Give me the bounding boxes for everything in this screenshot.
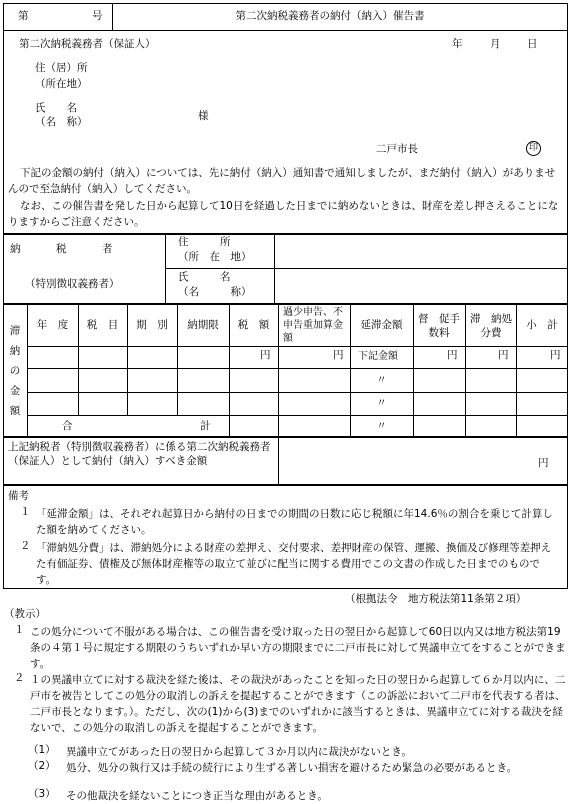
col-line	[413, 304, 414, 437]
remark-text: 「延滞金額」は、それぞれ起算日から納付の日までの期間の日数に応じ税額に年14.6％の割合を乗じて計算した額を納めてください。	[36, 508, 553, 536]
row-line	[27, 415, 568, 416]
subitem-text: 処分、処分の執行又は手続の続行により生ずる著しい損害を避けるため緊急の必要があるとき。	[66, 762, 518, 774]
col-header-tax-item: 税 目	[86, 319, 119, 331]
ditto-mark: 〃	[376, 374, 387, 386]
yen-unit: 円	[333, 349, 344, 361]
col-line	[278, 304, 279, 437]
name-sub-label: （名 称）	[35, 116, 88, 128]
taxpayer-divider-2	[274, 234, 275, 304]
remark-number: ２	[20, 540, 31, 552]
side-label-char: の	[9, 365, 21, 377]
row-line	[27, 346, 568, 347]
payable-yen: 円	[538, 457, 549, 469]
col-header-late-fee: 延滞金額	[360, 319, 403, 331]
remarks-title: 備考	[8, 490, 29, 502]
name-label: 氏 名	[35, 102, 77, 114]
yen-unit: 円	[260, 349, 271, 361]
row-line	[27, 368, 568, 369]
address-label: 住（居）所	[35, 62, 88, 74]
subitem-text: その他裁決を経ないことにつき正当な理由があるとき。	[66, 790, 328, 802]
ditto-mark: 〃	[376, 397, 387, 409]
total-label-left: 合	[62, 420, 73, 432]
col-header-subtotal: 小 計	[526, 319, 558, 331]
taxpayer-name-sub: （名 称）	[178, 286, 252, 298]
seal-mark: 印	[526, 141, 541, 156]
col-header-period: 期 別	[136, 319, 168, 331]
total-label-right: 計	[200, 420, 211, 432]
subitem-number: （2）	[28, 760, 56, 772]
remark-text: 「滞納処分費」は、滞納処分による財産の差押え、交付要求、差押財産の保管、運搬、換価及び修理等差押えた有価証券、債権及び無体財産権等の取立て並びに配当に関する費用でこの文書の作成した日までのものです。	[36, 542, 552, 586]
notice-paragraph-1: 下記の金額の納付（納入）については、先に納付（納入）通知書で通知しましたが、まだ納付（納入）がありませんので至急納付（納入）してください。	[8, 167, 556, 195]
taxpayer-name-label: 氏 名	[178, 271, 231, 283]
instruction-number: ２	[14, 672, 25, 684]
location-label: （所在地）	[35, 78, 88, 90]
side-label-char: 滞	[9, 325, 21, 337]
col-header-tax-amount: 税 額	[237, 319, 270, 331]
side-label-char: 額	[9, 405, 21, 417]
col-header-deadline: 納期限	[187, 319, 219, 331]
issuer: 二戸市長	[376, 143, 418, 155]
payable-label: 上記納税者（特別徴収義務者）に係る第二次納税義務者（保証人）として納付（納入）すべき金額	[8, 441, 271, 467]
instruction-text: この処分について不服がある場合は、この催告書を受け取った日の翌日から起算して60日以内又は地方税法第19条の４第１号に規定する期限のうちいずれか早い方の期限までに二戸市長に対して異議申立てをすることができます。	[30, 626, 566, 670]
instruction-number: １	[14, 624, 25, 636]
subitem-number: （1）	[28, 744, 56, 756]
col-header-disposition-fee: 滞 納処分費	[470, 313, 512, 339]
side-label-char: 納	[9, 345, 21, 357]
col-header-year: 年 度	[36, 319, 69, 331]
taxpayer-label: 納 税 者	[10, 243, 114, 255]
instructions-title: （教示）	[4, 608, 46, 620]
instruction-text: １の異議申立てに対する裁決を経た後は、その裁決があったことを知った日の翌日から起算して６か月以内に、二戸市を被告としてこの処分の取消しの訴えを提起することができます（この訴訟において二戸市を代表する者は、二戸市長となります。）。ただし、次の(1)から(3)までのいずれかに該当するときは、異議申立てに対する裁決を経ないで、この処分の取消しの訴えを提起することができます。	[30, 674, 566, 734]
yen-unit: 円	[447, 349, 458, 361]
side-label-char: 金	[9, 385, 21, 397]
taxpayer-address-label: 住 所	[178, 236, 231, 248]
honorific: 様	[198, 110, 209, 122]
doc-number-suffix: 号	[92, 10, 103, 22]
taxpayer-address-sub: （所 在 地）	[178, 251, 252, 263]
taxpayer-sub-label: （特別徴収義務者）	[25, 278, 120, 290]
taxpayer-row-divider	[165, 268, 568, 269]
doc-number-prefix: 第	[18, 10, 29, 22]
row-line	[27, 392, 568, 393]
yen-unit: 円	[498, 349, 509, 361]
date-day: 日	[527, 38, 538, 50]
doc-title: 第二次納税義務者の納付（納入）催告書	[235, 10, 425, 22]
date-year: 年	[452, 38, 463, 50]
header-divider	[112, 3, 113, 31]
yen-unit: 円	[550, 349, 561, 361]
remark-number: １	[20, 506, 31, 518]
legal-basis: （根拠法令 地方税法第11条第２項）	[345, 593, 527, 605]
ditto-mark: 〃	[376, 420, 387, 432]
col-header-reminder-fee: 督 促手数料	[418, 313, 460, 339]
date-month: 月	[490, 38, 501, 50]
subitem-text: 異議申立てがあった日の翌日から起算して３か月以内に裁決がないとき。	[66, 746, 412, 758]
payable-divider	[278, 437, 279, 485]
notice-paragraph-2: なお、この催告書を発した日から起算して10日を経過した日までに納めないときは、財産を差し押さえることになりますからご注意ください。	[8, 200, 559, 228]
col-line	[465, 304, 466, 437]
col-header-penalty: 過少申告、不申告重加算金額	[283, 307, 343, 344]
subitem-number: （3）	[28, 788, 56, 800]
taxpayer-divider-1	[165, 234, 166, 304]
late-fee-note: 下記金額	[358, 351, 398, 362]
addressee-role: 第二次納税義務者（保証人）	[19, 38, 156, 50]
